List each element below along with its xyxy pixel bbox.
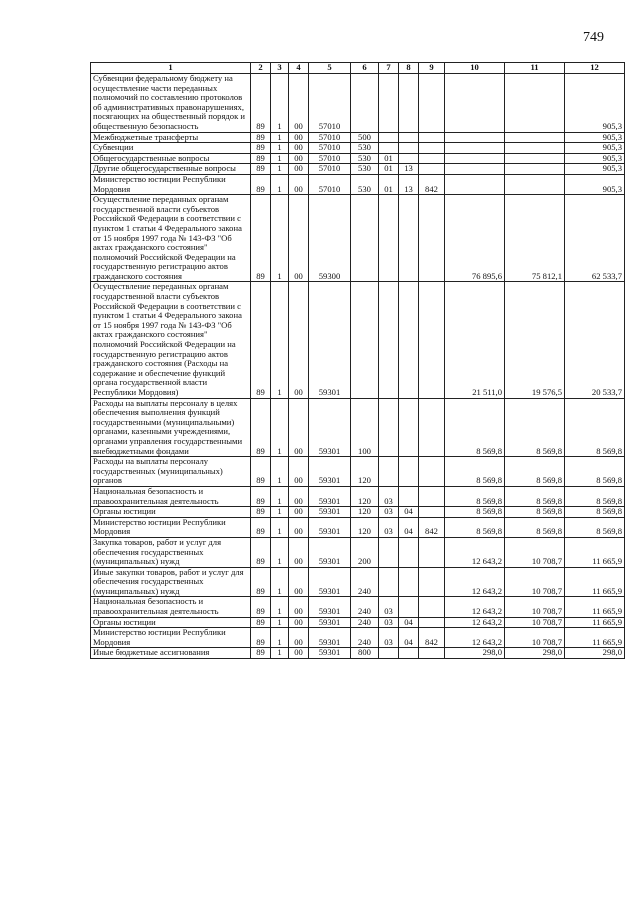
row-value-cell <box>419 537 445 567</box>
row-value-cell: 89 <box>251 398 271 457</box>
row-value-cell: 8 569,8 <box>445 507 505 518</box>
row-value-cell: 120 <box>351 507 379 518</box>
row-value-cell: 12 643,2 <box>445 628 505 648</box>
row-value-cell: 89 <box>251 457 271 487</box>
row-value-cell <box>419 648 445 659</box>
row-value-cell: 8 569,8 <box>565 486 625 506</box>
row-value-cell: 12 643,2 <box>445 567 505 597</box>
row-value-cell <box>445 153 505 164</box>
row-name-cell: Расходы на выплаты персоналу государственных (муниципальных) органов <box>91 457 251 487</box>
row-value-cell <box>379 537 399 567</box>
row-value-cell: 8 569,8 <box>445 457 505 487</box>
row-value-cell <box>419 132 445 143</box>
row-value-cell: 10 708,7 <box>505 537 565 567</box>
row-value-cell <box>419 567 445 597</box>
row-value-cell: 842 <box>419 174 445 194</box>
row-value-cell: 10 708,7 <box>505 567 565 597</box>
row-value-cell: 04 <box>399 617 419 628</box>
table-header <box>91 63 625 74</box>
row-value-cell: 1 <box>271 567 289 597</box>
row-value-cell: 89 <box>251 143 271 154</box>
table-row <box>91 74 625 133</box>
row-value-cell: 89 <box>251 153 271 164</box>
row-name-cell: Иные закупки товаров, работ и услуг для обеспечения государственных (муниципальных) нужд <box>91 567 251 597</box>
row-value-cell: 20 533,7 <box>565 282 625 398</box>
row-value-cell <box>399 195 419 282</box>
row-value-cell <box>399 398 419 457</box>
row-value-cell: 89 <box>251 567 271 597</box>
row-value-cell: 8 569,8 <box>445 517 505 537</box>
row-name-cell: Субвенции <box>91 143 251 154</box>
row-value-cell: 8 569,8 <box>505 517 565 537</box>
row-value-cell <box>419 457 445 487</box>
column-header-5: 5 <box>309 63 351 74</box>
row-name-cell: Органы юстиции <box>91 617 251 628</box>
row-value-cell: 89 <box>251 486 271 506</box>
table-row <box>91 143 625 154</box>
row-value-cell: 89 <box>251 282 271 398</box>
row-value-cell <box>505 164 565 175</box>
row-value-cell: 298,0 <box>445 648 505 659</box>
row-value-cell <box>419 398 445 457</box>
row-value-cell: 59301 <box>309 282 351 398</box>
row-value-cell: 00 <box>289 398 309 457</box>
row-value-cell: 1 <box>271 164 289 175</box>
row-value-cell: 75 812,1 <box>505 195 565 282</box>
row-value-cell: 905,3 <box>565 143 625 154</box>
row-value-cell <box>399 153 419 164</box>
row-value-cell <box>351 195 379 282</box>
row-value-cell <box>379 398 399 457</box>
row-value-cell: 240 <box>351 617 379 628</box>
row-value-cell: 00 <box>289 132 309 143</box>
table-row <box>91 282 625 398</box>
row-value-cell <box>399 282 419 398</box>
row-value-cell: 00 <box>289 164 309 175</box>
column-header-4: 4 <box>289 63 309 74</box>
row-value-cell: 03 <box>379 617 399 628</box>
column-header-8: 8 <box>399 63 419 74</box>
table-row <box>91 537 625 567</box>
row-value-cell: 1 <box>271 74 289 133</box>
row-value-cell <box>445 132 505 143</box>
row-value-cell: 03 <box>379 628 399 648</box>
row-value-cell: 59300 <box>309 195 351 282</box>
row-value-cell <box>379 143 399 154</box>
row-value-cell: 00 <box>289 567 309 597</box>
row-value-cell <box>419 164 445 175</box>
row-value-cell: 530 <box>351 143 379 154</box>
row-value-cell: 19 576,5 <box>505 282 565 398</box>
row-value-cell: 200 <box>351 537 379 567</box>
row-value-cell: 8 569,8 <box>505 486 565 506</box>
row-name-cell: Министерство юстиции Республики Мордовия <box>91 517 251 537</box>
row-value-cell: 59301 <box>309 457 351 487</box>
row-value-cell <box>505 143 565 154</box>
page-number: 749 <box>583 30 604 45</box>
row-value-cell: 04 <box>399 517 419 537</box>
row-value-cell: 76 895,6 <box>445 195 505 282</box>
row-value-cell: 120 <box>351 457 379 487</box>
row-value-cell: 03 <box>379 517 399 537</box>
row-value-cell: 57010 <box>309 132 351 143</box>
row-value-cell <box>445 74 505 133</box>
row-value-cell <box>399 74 419 133</box>
row-value-cell: 120 <box>351 486 379 506</box>
row-value-cell: 1 <box>271 537 289 567</box>
row-value-cell: 00 <box>289 507 309 518</box>
row-value-cell: 11 665,9 <box>565 597 625 617</box>
row-value-cell: 11 665,9 <box>565 628 625 648</box>
row-value-cell <box>505 153 565 164</box>
row-value-cell: 59301 <box>309 628 351 648</box>
row-value-cell: 04 <box>399 628 419 648</box>
row-value-cell: 59301 <box>309 648 351 659</box>
row-value-cell: 11 665,9 <box>565 567 625 597</box>
row-value-cell: 59301 <box>309 517 351 537</box>
row-value-cell: 530 <box>351 174 379 194</box>
row-value-cell: 8 569,8 <box>445 486 505 506</box>
row-value-cell: 00 <box>289 74 309 133</box>
row-value-cell: 530 <box>351 164 379 175</box>
row-value-cell: 00 <box>289 153 309 164</box>
row-value-cell: 11 665,9 <box>565 537 625 567</box>
row-value-cell <box>399 648 419 659</box>
row-value-cell: 01 <box>379 174 399 194</box>
row-value-cell: 89 <box>251 174 271 194</box>
row-value-cell <box>419 195 445 282</box>
row-value-cell: 1 <box>271 457 289 487</box>
row-value-cell: 800 <box>351 648 379 659</box>
column-header-6: 6 <box>351 63 379 74</box>
row-value-cell: 530 <box>351 153 379 164</box>
row-value-cell <box>399 457 419 487</box>
row-value-cell <box>419 153 445 164</box>
row-value-cell: 8 569,8 <box>445 398 505 457</box>
table-row <box>91 567 625 597</box>
table-row <box>91 617 625 628</box>
row-value-cell <box>379 195 399 282</box>
row-value-cell <box>399 537 419 567</box>
row-value-cell <box>419 74 445 133</box>
row-value-cell <box>419 617 445 628</box>
row-value-cell: 905,3 <box>565 164 625 175</box>
row-value-cell: 905,3 <box>565 153 625 164</box>
table-row <box>91 398 625 457</box>
row-value-cell: 89 <box>251 628 271 648</box>
column-header-3: 3 <box>271 63 289 74</box>
row-name-cell: Закупка товаров, работ и услуг для обеспечения государственных (муниципальных) нужд <box>91 537 251 567</box>
row-value-cell: 842 <box>419 628 445 648</box>
row-value-cell: 1 <box>271 486 289 506</box>
row-value-cell <box>419 486 445 506</box>
row-value-cell: 1 <box>271 143 289 154</box>
row-value-cell: 03 <box>379 486 399 506</box>
table-row <box>91 517 625 537</box>
row-value-cell: 00 <box>289 628 309 648</box>
row-value-cell: 905,3 <box>565 174 625 194</box>
row-value-cell: 57010 <box>309 143 351 154</box>
row-value-cell <box>505 174 565 194</box>
row-value-cell: 298,0 <box>505 648 565 659</box>
row-value-cell: 00 <box>289 282 309 398</box>
row-value-cell: 1 <box>271 132 289 143</box>
row-value-cell <box>379 457 399 487</box>
column-header-7: 7 <box>379 63 399 74</box>
row-value-cell: 905,3 <box>565 132 625 143</box>
table-row <box>91 597 625 617</box>
row-value-cell: 89 <box>251 537 271 567</box>
row-value-cell: 03 <box>379 597 399 617</box>
row-value-cell: 01 <box>379 164 399 175</box>
row-value-cell: 1 <box>271 628 289 648</box>
row-value-cell: 1 <box>271 517 289 537</box>
row-value-cell: 57010 <box>309 74 351 133</box>
row-name-cell: Общегосударственные вопросы <box>91 153 251 164</box>
row-value-cell: 89 <box>251 195 271 282</box>
row-value-cell <box>399 132 419 143</box>
row-value-cell: 59301 <box>309 537 351 567</box>
row-value-cell <box>379 282 399 398</box>
row-value-cell: 10 708,7 <box>505 617 565 628</box>
row-value-cell: 1 <box>271 597 289 617</box>
row-value-cell: 59301 <box>309 398 351 457</box>
row-value-cell: 04 <box>399 507 419 518</box>
row-value-cell: 12 643,2 <box>445 597 505 617</box>
table-row <box>91 195 625 282</box>
row-value-cell: 89 <box>251 507 271 518</box>
row-value-cell: 59301 <box>309 507 351 518</box>
row-value-cell: 1 <box>271 398 289 457</box>
row-value-cell: 8 569,8 <box>565 457 625 487</box>
table-body <box>91 74 625 659</box>
row-value-cell: 00 <box>289 597 309 617</box>
row-value-cell <box>399 567 419 597</box>
row-value-cell: 1 <box>271 617 289 628</box>
row-value-cell: 905,3 <box>565 74 625 133</box>
row-value-cell: 12 643,2 <box>445 617 505 628</box>
column-header-9: 9 <box>419 63 445 74</box>
row-value-cell: 89 <box>251 597 271 617</box>
row-value-cell: 59301 <box>309 567 351 597</box>
row-value-cell: 842 <box>419 517 445 537</box>
row-value-cell <box>399 597 419 617</box>
row-name-cell: Иные бюджетные ассигнования <box>91 648 251 659</box>
row-name-cell: Межбюджетные трансферты <box>91 132 251 143</box>
row-value-cell: 120 <box>351 517 379 537</box>
row-value-cell: 8 569,8 <box>565 517 625 537</box>
row-value-cell: 1 <box>271 648 289 659</box>
table-row <box>91 174 625 194</box>
row-value-cell: 00 <box>289 486 309 506</box>
table-row <box>91 164 625 175</box>
row-value-cell: 00 <box>289 537 309 567</box>
row-value-cell: 8 569,8 <box>565 398 625 457</box>
row-value-cell: 89 <box>251 617 271 628</box>
row-value-cell <box>419 507 445 518</box>
row-value-cell: 11 665,9 <box>565 617 625 628</box>
row-value-cell: 8 569,8 <box>505 398 565 457</box>
row-value-cell: 89 <box>251 517 271 537</box>
row-value-cell <box>379 648 399 659</box>
column-header-12: 12 <box>565 63 625 74</box>
row-value-cell: 00 <box>289 174 309 194</box>
row-value-cell: 12 643,2 <box>445 537 505 567</box>
row-value-cell: 01 <box>379 153 399 164</box>
row-value-cell <box>505 132 565 143</box>
row-name-cell: Министерство юстиции Республики Мордовия <box>91 174 251 194</box>
row-name-cell: Национальная безопасность и правоохранительная деятельность <box>91 597 251 617</box>
row-value-cell: 240 <box>351 567 379 597</box>
row-value-cell: 1 <box>271 153 289 164</box>
row-value-cell: 00 <box>289 143 309 154</box>
row-value-cell <box>399 486 419 506</box>
row-value-cell: 1 <box>271 282 289 398</box>
row-value-cell <box>419 143 445 154</box>
row-value-cell: 89 <box>251 164 271 175</box>
row-value-cell <box>419 282 445 398</box>
row-value-cell: 57010 <box>309 164 351 175</box>
row-name-cell: Министерство юстиции Республики Мордовия <box>91 628 251 648</box>
row-value-cell: 62 533,7 <box>565 195 625 282</box>
row-value-cell: 00 <box>289 617 309 628</box>
row-name-cell: Расходы на выплаты персоналу в целях обеспечения выполнения функций государственными (муниципальными) органами, казенными учреждениями, органами управления государственными внебюджетными фондами <box>91 398 251 457</box>
row-value-cell: 59301 <box>309 617 351 628</box>
row-value-cell <box>379 74 399 133</box>
row-value-cell <box>419 597 445 617</box>
row-value-cell: 89 <box>251 74 271 133</box>
header-row <box>91 63 625 74</box>
table-row <box>91 628 625 648</box>
row-value-cell: 13 <box>399 164 419 175</box>
row-value-cell: 8 569,8 <box>505 457 565 487</box>
row-value-cell: 500 <box>351 132 379 143</box>
row-value-cell <box>379 567 399 597</box>
row-value-cell: 240 <box>351 628 379 648</box>
row-value-cell: 10 708,7 <box>505 628 565 648</box>
column-header-1: 1 <box>91 63 251 74</box>
row-name-cell: Органы юстиции <box>91 507 251 518</box>
row-value-cell <box>445 164 505 175</box>
row-value-cell: 00 <box>289 517 309 537</box>
row-value-cell <box>505 74 565 133</box>
table-row <box>91 507 625 518</box>
row-value-cell <box>351 74 379 133</box>
table-row <box>91 486 625 506</box>
row-name-cell: Субвенции федеральному бюджету на осуществление части переданных полномочий по составлению протоколов об административных правонарушениях, посягающих на общественный порядок и общественную безопасность <box>91 74 251 133</box>
row-value-cell: 57010 <box>309 174 351 194</box>
row-value-cell: 59301 <box>309 597 351 617</box>
row-value-cell: 8 569,8 <box>565 507 625 518</box>
row-value-cell: 10 708,7 <box>505 597 565 617</box>
column-header-11: 11 <box>505 63 565 74</box>
row-value-cell: 57010 <box>309 153 351 164</box>
table-row <box>91 153 625 164</box>
column-header-10: 10 <box>445 63 505 74</box>
row-value-cell: 298,0 <box>565 648 625 659</box>
row-value-cell: 21 511,0 <box>445 282 505 398</box>
table-row <box>91 457 625 487</box>
row-name-cell: Другие общегосударственные вопросы <box>91 164 251 175</box>
row-name-cell: Национальная безопасность и правоохранительная деятельность <box>91 486 251 506</box>
row-value-cell: 03 <box>379 507 399 518</box>
row-value-cell: 00 <box>289 457 309 487</box>
row-value-cell: 89 <box>251 132 271 143</box>
row-name-cell: Осуществление переданных органам государственной власти субъектов Российской Федерации в соответствии с пунктом 1 статьи 4 Федерального закона от 15 ноября 1997 года № 143-ФЗ "Об актах гражданского состояния" полномочий Российской Федерации на государственную регистрацию актов гражданского состояния <box>91 195 251 282</box>
table-row <box>91 648 625 659</box>
row-value-cell: 8 569,8 <box>505 507 565 518</box>
column-header-2: 2 <box>251 63 271 74</box>
row-value-cell: 00 <box>289 195 309 282</box>
row-value-cell: 00 <box>289 648 309 659</box>
row-value-cell: 59301 <box>309 486 351 506</box>
row-value-cell <box>379 132 399 143</box>
row-value-cell: 1 <box>271 174 289 194</box>
row-value-cell <box>445 174 505 194</box>
row-value-cell: 100 <box>351 398 379 457</box>
row-value-cell <box>399 143 419 154</box>
row-value-cell <box>445 143 505 154</box>
row-value-cell: 240 <box>351 597 379 617</box>
row-value-cell: 13 <box>399 174 419 194</box>
row-value-cell: 1 <box>271 507 289 518</box>
table-row <box>91 132 625 143</box>
row-value-cell: 89 <box>251 648 271 659</box>
budget-table <box>90 62 625 659</box>
row-value-cell <box>351 282 379 398</box>
row-value-cell: 1 <box>271 195 289 282</box>
row-name-cell: Осуществление переданных органам государственной власти субъектов Российской Федерации в соответствии с пунктом 1 статьи 4 Федерального закона от 15 ноября 1997 года № 143-ФЗ "Об актах гражданского состояния" полномочий Российской Федерации на государственную регистрацию актов гражданского состояния (Расходы на содержание и обеспечение функций органа государственной власти Республики Мордовия) <box>91 282 251 398</box>
